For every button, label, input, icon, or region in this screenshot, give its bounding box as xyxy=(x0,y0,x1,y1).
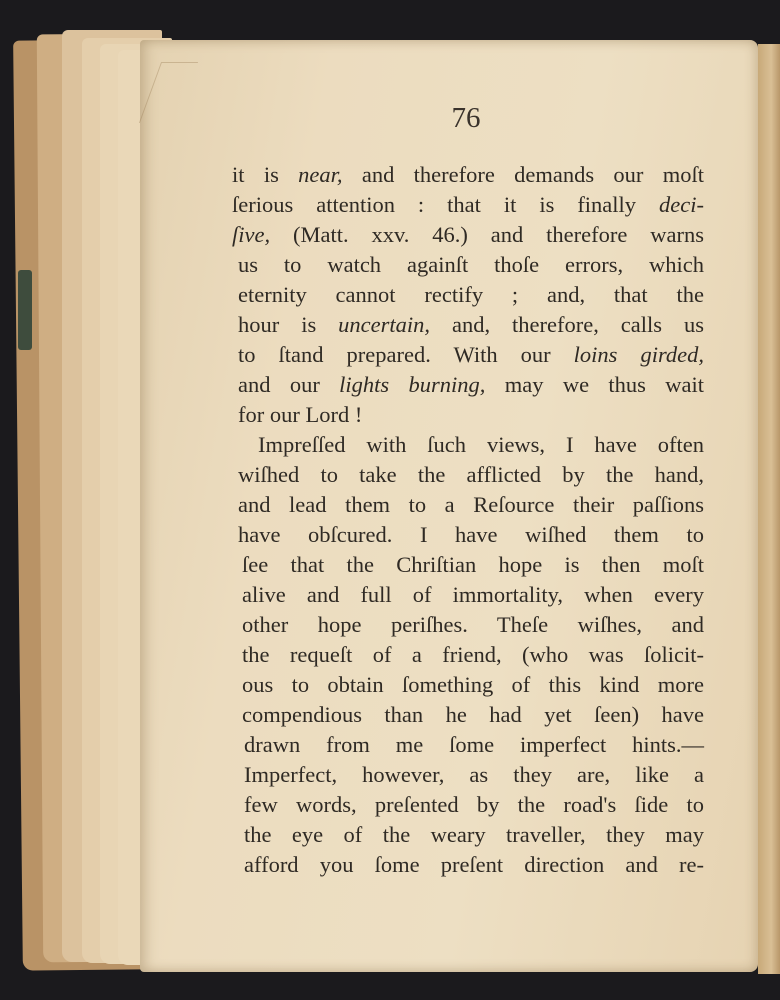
text-line xyxy=(232,760,704,790)
text-run: ous to obtain ſomething of this kind more xyxy=(242,672,704,697)
body-text xyxy=(232,160,704,880)
text-run: the eye of the weary traveller, they may xyxy=(244,822,704,847)
page-number: 76 xyxy=(451,102,481,134)
text-line xyxy=(232,700,704,730)
text-line xyxy=(232,640,704,670)
text-run: us to watch againſt thoſe errors, which xyxy=(238,252,704,277)
text-run: afford you ſome preſent direction and re- xyxy=(244,852,704,877)
text-line xyxy=(232,280,704,310)
text-line xyxy=(232,370,704,400)
text-run: hour is xyxy=(238,312,339,337)
italic-text: uncertain, xyxy=(338,312,431,337)
text-line xyxy=(232,790,704,820)
text-run: to ſtand prepared. With our xyxy=(238,342,574,367)
text-run: it is xyxy=(232,162,299,187)
text-line xyxy=(232,250,704,280)
text-run: compendious than he had yet ſeen) have xyxy=(242,702,704,727)
text-line xyxy=(232,850,704,880)
text-run: the requeſt of a friend, (who was ſolicit- xyxy=(242,642,704,667)
text-run: have obſcured. I have wiſhed them to xyxy=(238,522,704,547)
text-run: wiſhed to take the afflicted by the hand, xyxy=(238,462,704,487)
text-run: ſerious attention : that it is finally xyxy=(232,192,660,217)
text-run: ſee that the Chriſtian hope is then moſt xyxy=(242,552,704,577)
text-line xyxy=(232,460,704,490)
text-run: Imperfect, however, as they are, like a xyxy=(244,762,704,787)
text-line xyxy=(232,520,704,550)
facing-page-edge xyxy=(758,44,780,974)
text-line xyxy=(232,670,704,700)
text-line xyxy=(232,610,704,640)
text-line xyxy=(232,310,704,340)
text-line xyxy=(232,400,704,430)
text-run: alive and full of immortality, when every xyxy=(242,582,704,607)
italic-text: loins girded, xyxy=(573,342,704,367)
italic-text: lights burning, xyxy=(339,372,486,397)
text-run: (Matt. xxv. 46.) and therefore warns xyxy=(270,222,704,247)
text-run: and lead them to a Reſource their paſſions xyxy=(238,492,704,517)
text-line xyxy=(232,340,704,370)
text-line xyxy=(232,220,704,250)
text-line xyxy=(232,190,704,220)
text-run: other hope periſhes. Theſe wiſhes, and xyxy=(242,612,704,637)
text-run: drawn from me ſome imperfect hints.— xyxy=(244,732,704,757)
italic-text: ſive, xyxy=(232,222,271,247)
text-line xyxy=(232,430,704,460)
text-run: Impreſſed with ſuch views, I have often xyxy=(258,432,704,457)
text-run: for our Lord ! xyxy=(238,402,363,427)
italic-text: deci- xyxy=(659,192,704,217)
text-line xyxy=(232,730,704,760)
text-line xyxy=(232,550,704,580)
text-run: eternity cannot rectify ; and, that the xyxy=(238,282,704,307)
italic-text: near, xyxy=(298,162,343,187)
text-run: few words, preſented by the road's ſide to xyxy=(244,792,704,817)
text-line xyxy=(232,490,704,520)
text-line xyxy=(232,160,704,190)
spine-mark xyxy=(18,270,32,350)
text-run: may we thus wait xyxy=(485,372,704,397)
text-line xyxy=(232,820,704,850)
text-line xyxy=(232,580,704,610)
text-run: and therefore demands our moſt xyxy=(342,162,704,187)
text-run: and, therefore, calls us xyxy=(430,312,704,337)
text-run: and our xyxy=(238,372,340,397)
